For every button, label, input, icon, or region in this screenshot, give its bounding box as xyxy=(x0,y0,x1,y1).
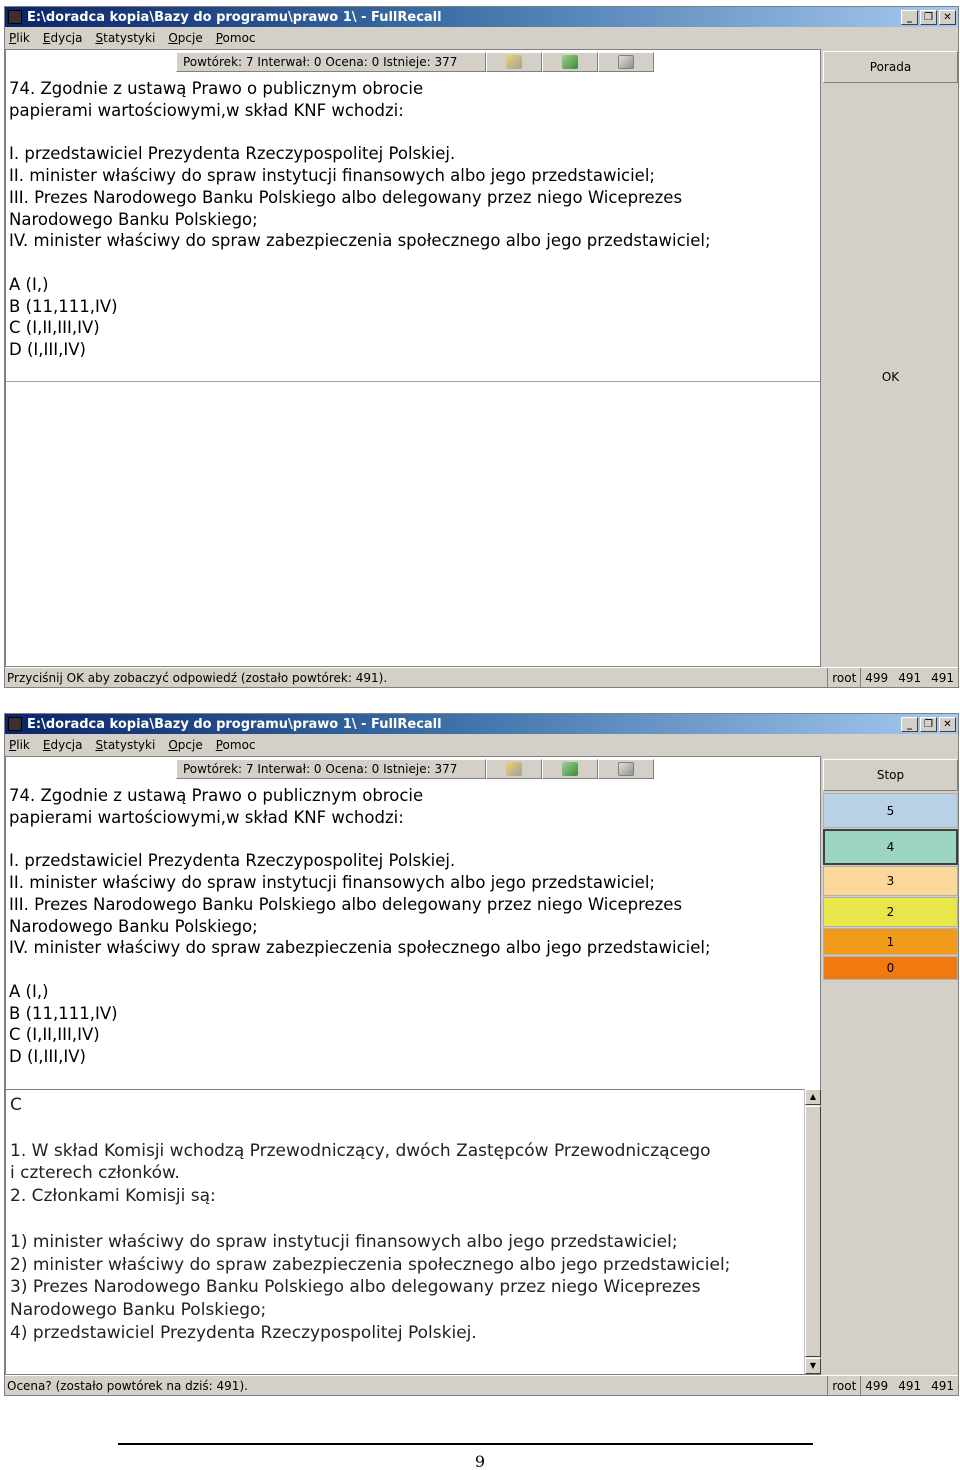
question-pane xyxy=(5,756,821,1375)
delete-button[interactable] xyxy=(598,52,654,72)
answer-line: C xyxy=(10,1095,22,1115)
answer-scrollbar[interactable] xyxy=(804,1089,820,1374)
app-window-answer xyxy=(4,713,959,1396)
answer-line: 1. W skład Komisji wchodzą Przewodniczący, dwóch Zastępców Przewodniczącego xyxy=(10,1140,711,1161)
client-area xyxy=(5,49,958,667)
question-item: Narodowego Banku Polskiego; xyxy=(9,916,258,936)
delete-button[interactable] xyxy=(598,759,654,779)
menu-statystyki[interactable]: Statystyki xyxy=(95,738,156,752)
question-item: Narodowego Banku Polskiego; xyxy=(9,209,258,229)
question-item: IV. minister właściwy do spraw zabezpieczenia społecznego albo jego przedstawiciel; xyxy=(9,938,711,958)
menu-plik[interactable]: Plik xyxy=(9,738,30,752)
page-number: 9 xyxy=(474,1452,486,1470)
status-bar xyxy=(5,667,958,687)
question-text xyxy=(9,78,809,361)
scroll-thumb[interactable] xyxy=(805,1106,821,1357)
grade-4-button[interactable]: 4 xyxy=(823,829,958,865)
advice-button[interactable]: Porada xyxy=(823,51,958,83)
window-controls xyxy=(901,10,958,25)
status-bar xyxy=(5,1375,958,1395)
question-item: I. przedstawiciel Prezydenta Rzeczypospolitej Polskiej. xyxy=(9,144,456,164)
minimize-button[interactable]: _ xyxy=(901,717,918,732)
edit-button[interactable] xyxy=(486,52,542,72)
grade-0-button[interactable]: 0 xyxy=(823,956,958,980)
status-count: 491 xyxy=(931,1378,954,1393)
answer-option: A (I,) xyxy=(9,981,49,1001)
answer-line xyxy=(10,1117,806,1140)
side-panel xyxy=(823,49,958,667)
question-item: I. przedstawiciel Prezydenta Rzeczypospolitej Polskiej. xyxy=(9,851,456,871)
stop-button[interactable]: Stop xyxy=(823,759,958,791)
next-button[interactable] xyxy=(542,52,598,72)
window-title: E:\doradca kopia\Bazy do programu\prawo 1\ - FullRecall xyxy=(27,9,442,25)
close-button[interactable]: ✕ xyxy=(939,717,956,732)
answer-line: 2. Członkami Komisji są: xyxy=(10,1186,216,1207)
answer-line: Narodowego Banku Polskiego; xyxy=(10,1300,267,1321)
question-item: III. Prezes Narodowego Banku Polskiego albo delegowany przez niego Wiceprezes xyxy=(9,187,683,207)
answer-line: 3) Prezes Narodowego Banku Polskiego albo delegowany przez niego Wiceprezes xyxy=(10,1277,701,1298)
question-title: 74. Zgodnie z ustawą Prawo o publicznym obrocie papierami wartościowymi,w skład KNF wchodzi: xyxy=(9,79,424,120)
next-icon xyxy=(562,55,578,69)
grade-1-button[interactable]: 1 xyxy=(823,928,958,955)
status-user: root xyxy=(827,668,860,687)
scroll-up-icon[interactable]: ▲ xyxy=(805,1089,821,1105)
edit-button[interactable] xyxy=(486,759,542,779)
edit-icon xyxy=(506,55,522,69)
delete-icon xyxy=(618,762,634,776)
answer-option: C (I,II,III,IV) xyxy=(9,318,100,338)
menu-pomoc[interactable]: Pomoc xyxy=(215,738,256,752)
grade-2-button[interactable]: 2 xyxy=(823,897,958,927)
menu-plik[interactable]: Plik xyxy=(9,31,30,45)
question-item: IV. minister właściwy do spraw zabezpieczenia społecznego albo jego przedstawiciel; xyxy=(9,231,711,251)
status-count: 499 xyxy=(865,1378,889,1393)
edit-icon xyxy=(506,762,522,776)
grade-5-button[interactable]: 5 xyxy=(823,793,958,828)
answer-line: 1) minister właściwy do spraw instytucji finansowych albo jego przedstawiciel; xyxy=(10,1231,678,1252)
answer-line: 4) przedstawiciel Prezydenta Rzeczypospolitej Polskiej. xyxy=(10,1322,477,1343)
status-count: 499 xyxy=(865,670,889,685)
answer-line: 2) minister właściwy do spraw zabezpieczenia społecznego albo jego przedstawiciel; xyxy=(10,1254,731,1275)
info-bar xyxy=(176,52,654,72)
ok-button[interactable]: OK xyxy=(823,361,958,393)
status-counts xyxy=(860,668,958,687)
restore-button[interactable]: ❐ xyxy=(920,10,937,25)
status-count: 491 xyxy=(898,1378,922,1393)
delete-icon xyxy=(618,55,634,69)
minimize-button[interactable]: _ xyxy=(901,10,918,25)
question-text xyxy=(9,785,809,1068)
menu-bar xyxy=(5,27,958,49)
status-message: Przyciśnij OK aby zobaczyć odpowiedź (zostało powtórek: 491). xyxy=(7,670,388,685)
pane-divider xyxy=(6,381,820,383)
menu-statystyki[interactable]: Statystyki xyxy=(95,31,156,45)
menu-bar xyxy=(5,734,958,756)
side-panel xyxy=(823,756,958,1375)
answer-line xyxy=(10,1208,806,1231)
next-button[interactable] xyxy=(542,759,598,779)
question-pane xyxy=(5,49,821,667)
client-area xyxy=(5,756,958,1375)
answer-option: B (11,111,IV) xyxy=(9,296,118,316)
menu-edycja[interactable]: Edycja xyxy=(42,31,83,45)
title-bar xyxy=(5,714,958,734)
scroll-down-icon[interactable]: ▼ xyxy=(805,1358,821,1374)
footer-divider xyxy=(118,1443,813,1445)
window-controls xyxy=(901,717,958,732)
window-title: E:\doradca kopia\Bazy do programu\prawo 1\ - FullRecall xyxy=(27,716,442,732)
status-count: 491 xyxy=(898,670,922,685)
status-count: 491 xyxy=(931,670,954,685)
restore-button[interactable]: ❐ xyxy=(920,717,937,732)
status-message: Ocena? (zostało powtórek na dziś: 491). xyxy=(7,1378,248,1393)
app-icon xyxy=(8,10,22,24)
review-stats: Powtórek: 7 Interwał: 0 Ocena: 0 Istnieje: 377 xyxy=(176,759,486,779)
menu-edycja[interactable]: Edycja xyxy=(42,738,83,752)
question-title: 74. Zgodnie z ustawą Prawo o publicznym obrocie papierami wartościowymi,w skład KNF wchodzi: xyxy=(9,786,424,827)
answer-line: i czterech członków. xyxy=(10,1163,180,1184)
app-window-question xyxy=(4,6,959,688)
info-bar xyxy=(176,759,654,779)
question-item: III. Prezes Narodowego Banku Polskiego albo delegowany przez niego Wiceprezes xyxy=(9,894,683,914)
review-stats: Powtórek: 7 Interwał: 0 Ocena: 0 Istnieje: 377 xyxy=(176,52,486,72)
question-item: II. minister właściwy do spraw instytucji finansowych albo jego przedstawiciel; xyxy=(9,166,655,186)
menu-pomoc[interactable]: Pomoc xyxy=(215,31,256,45)
status-counts xyxy=(860,1376,958,1395)
next-icon xyxy=(562,762,578,776)
answer-option: D (I,III,IV) xyxy=(9,1047,86,1067)
answer-option: B (11,111,IV) xyxy=(9,1003,118,1023)
title-bar xyxy=(5,7,958,27)
menu-opcje[interactable]: Opcje xyxy=(168,31,203,45)
answer-option: D (I,III,IV) xyxy=(9,340,86,360)
grade-3-button[interactable]: 3 xyxy=(823,866,958,896)
close-button[interactable]: ✕ xyxy=(939,10,956,25)
menu-opcje[interactable]: Opcje xyxy=(168,738,203,752)
status-user: root xyxy=(827,1376,860,1395)
app-icon xyxy=(8,717,22,731)
answer-pane[interactable] xyxy=(6,1089,806,1374)
answer-option: C (I,II,III,IV) xyxy=(9,1025,100,1045)
question-item: II. minister właściwy do spraw instytucji finansowych albo jego przedstawiciel; xyxy=(9,873,655,893)
answer-option: A (I,) xyxy=(9,274,49,294)
